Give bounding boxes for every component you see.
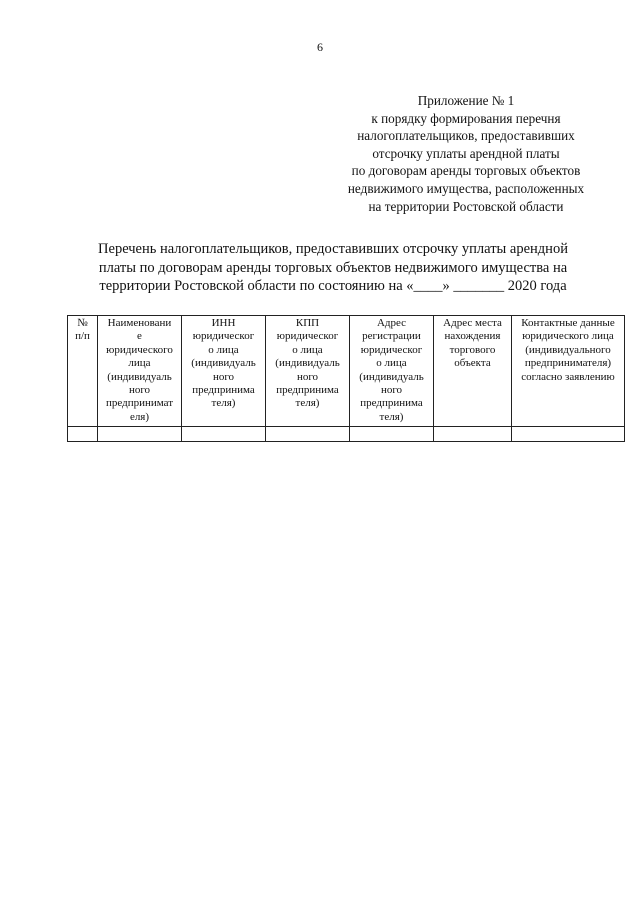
- title-line: платы по договорам аренды торговых объектов недвижимого имущества на: [98, 259, 568, 276]
- table-header-row: [68, 316, 625, 427]
- document-title: [60, 240, 606, 296]
- appendix-line: по договорам аренды торговых объектов: [351, 163, 581, 179]
- column-header-contacts: Контактные данные юридического лица (индивидуального предпринимателя) согласно заявлению: [512, 316, 625, 427]
- appendix-line: на территории Ростовской области: [368, 198, 564, 214]
- table-cell: [512, 427, 625, 442]
- table-cell: [68, 427, 98, 442]
- table-cell: [434, 427, 512, 442]
- table-cell: [266, 427, 350, 442]
- appendix-line: к порядку формирования перечня: [371, 110, 561, 126]
- taxpayer-table: [67, 315, 625, 442]
- column-header-object-address: Адрес места нахождения торгового объекта: [434, 316, 512, 427]
- title-line: территории Ростовской области по состоянию на «____» _______ 2020 года: [99, 278, 567, 295]
- appendix-line: недвижимого имущества, расположенных: [347, 180, 585, 196]
- page-number: 6: [317, 40, 323, 54]
- appendix-heading: [300, 92, 632, 215]
- appendix-line: отсрочку уплаты арендной платы: [372, 145, 560, 161]
- table-cell: [98, 427, 182, 442]
- column-header-number: № п/п: [68, 316, 98, 427]
- appendix-line: налогоплательщиков, предоставивших: [357, 128, 575, 144]
- column-header-name: Наименовани е юридического лица (индивидуаль ного предпринимат еля): [98, 316, 182, 427]
- column-header-inn: ИНН юридическог о лица (индивидуаль ного предпринима теля): [182, 316, 266, 427]
- table-cell: [350, 427, 434, 442]
- appendix-line: Приложение № 1: [417, 93, 515, 108]
- title-line: Перечень налогоплательщиков, предоставивших отсрочку уплаты арендной: [98, 241, 568, 257]
- table-row: [68, 427, 625, 442]
- column-header-registration-address: Адрес регистрации юридическог о лица (индивидуаль ного предпринима теля): [350, 316, 434, 427]
- table-cell: [182, 427, 266, 442]
- column-header-kpp: КПП юридическог о лица (индивидуаль ного предпринима теля): [266, 316, 350, 427]
